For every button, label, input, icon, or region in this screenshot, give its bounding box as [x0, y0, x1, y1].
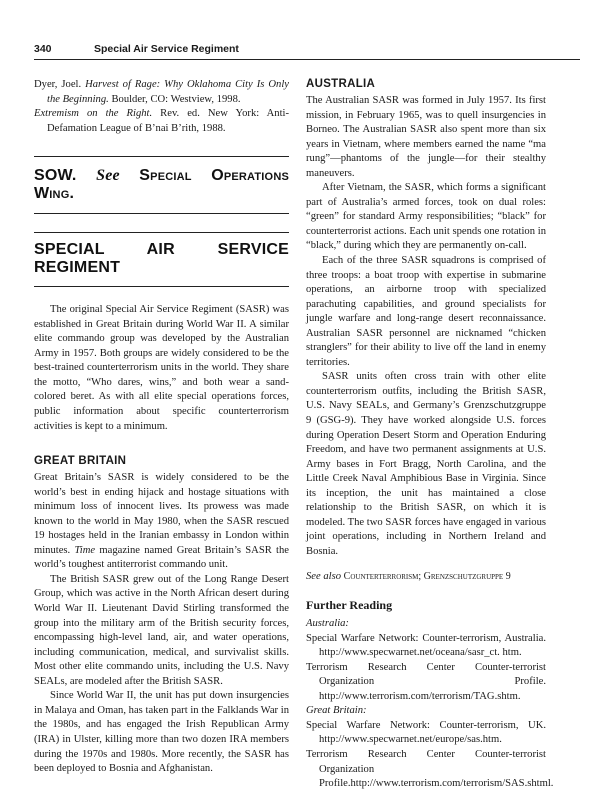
page-number: 340	[34, 43, 52, 55]
paragraph: After Vietnam, the SASR, which forms a significant part of Australia’s armed forces, took on dual roles: “green” for standard Army responsibilities; “black” for counterterrorist actions. Each unit spends one rotation in “black,” during which they are permanently on-call.	[306, 182, 546, 252]
intro-paragraph: The original Special Air Service Regiment (SASR) was established in Great Britain during World War II. A similar elite commando group was developed by the Australian Army in 1957. Both groups are widely considered to be the best-trained counterterrorism units in the world. They share the motto, “Who dares, wins,” and both wear a sand-colored beret. As with all elite special operations forces, public information about specific counterterrorism activities is kept to a minimum.	[34, 304, 289, 432]
running-title: Special Air Service Regiment	[94, 43, 239, 55]
further-reading-heading: Further Reading	[306, 598, 393, 613]
paragraph: The British SASR grew out of the Long Range Desert Group, which was active in the North African desert during World War II. Lieutenant David Stirling transformed the group into the military arm of the British security forces, encompassing high-level land, air, and water operations, including communication, medical, and survivalist skills. Most other elite commando units, including the U.S. Navy SEALs, are modeled after the British SASR.	[34, 573, 289, 687]
reading-reference: Terrorism Research Center Counter-terrorist Organization Profile. http://www.terrorism.com/terrorism/TAG.shtm.	[306, 661, 546, 702]
divider	[34, 232, 289, 233]
divider	[34, 156, 289, 157]
entry-heading: SPECIAL AIR SERVICE REGIMENT	[34, 241, 289, 277]
divider	[34, 213, 289, 214]
see-also: See also Counterterrorism; Grenzschutzgruppe 9	[306, 570, 511, 582]
left-column	[34, 78, 289, 777]
paragraph: Each of the three SASR squadrons is comprised of three troops: a boat troop with expertise in submarine operations, an airborne troop with specialized parachuting capabilities, and ground specialists for jungle warfare and long-range desert reconnaissance. Australian SASR personnel are nicknamed “chicken stranglers” for their ability to live off the land in enemy territories.	[306, 255, 546, 368]
region-label-great-britain: Great Britain:	[306, 705, 367, 717]
section-heading-australia: AUSTRALIA	[306, 78, 376, 90]
right-column	[306, 78, 554, 792]
reference-extremism: Extremism on the Right. Rev. ed. New York: Anti-Defamation League of B’nai B’rith, 1988.	[34, 108, 289, 134]
reading-reference: Special Warfare Network: Counter-terrorism, Australia. http://www.specwarnet.net/oceana/sasr_ct. htm.	[306, 632, 546, 659]
paragraph: SASR units often cross train with other elite counterterrorism outfits, including the British SASR, U.S. Navy SEALs, and Germany’s Grenzschutzgruppe 9 (GSG-9). They have worked alongside U.S. forces during Operation Desert Storm and Operation Enduring Freedom, and have two permanent assignments at U.S. Army bases in Fort Bragg, North Carolina, and the Little Creek Naval Amphibious Base in Virginia. Since its inception, the unit has maintained a close relationship to the British SASR, on which it is modeled. The two SASR forces have engaged in various joint operations, including in Northern Ireland and Bosnia.	[306, 371, 546, 557]
paragraph: Since World War II, the unit has put down insurgencies in Malaya and Oman, has taken part in the Falklands War in the 1980s, and has engaged the Irish Republican Army (IRA) in Ulster, killing more than two dozen IRA members during the 1970s and 1980s. More recently, the SASR has been deployed to Bosnia and Afghanistan.	[34, 690, 289, 775]
reference-dyer: Dyer, Joel. Harvest of Rage: Why Oklahoma City Is Only the Beginning. Boulder, CO: Westview, 1998.	[34, 79, 289, 105]
paragraph: Great Britain’s SASR is widely considered to be the world’s best in ending hijack and hostage situations with minimum loss of innocent lives. Its prowess was made known to the world in May 1980, when the SASR rescued 19 hostages held in the Iranian embassy in London within minutes. Time magazine named Great Britain’s SASR the world’s toughest antiterrorist commando unit.	[34, 472, 289, 571]
reading-reference: Terrorism Research Center Counter-terrorist Organization Profile.http://www.terrorism.com/terrorism/SAS.shtml.	[306, 748, 554, 790]
region-label-australia: Australia:	[306, 618, 349, 630]
section-heading-great-britain: GREAT BRITAIN	[34, 455, 127, 468]
divider	[34, 286, 289, 287]
paragraph: The Australian SASR was formed in July 1957. Its first mission, in February 1965, was to quell insurgencies in Borneo. The Australian SASR also spent more than six years in Vietnam, where members earned the name “ma rung”—phantoms of the jungle—for their stealthy maneuvers.	[306, 95, 546, 179]
sow-entry: SOW. See Special Operations Wing.	[34, 167, 289, 203]
reading-reference: Special Warfare Network: Counter-terrorism, UK. http://www.specwarnet.net/europe/sas.htm.	[306, 719, 546, 746]
running-header	[34, 43, 580, 60]
